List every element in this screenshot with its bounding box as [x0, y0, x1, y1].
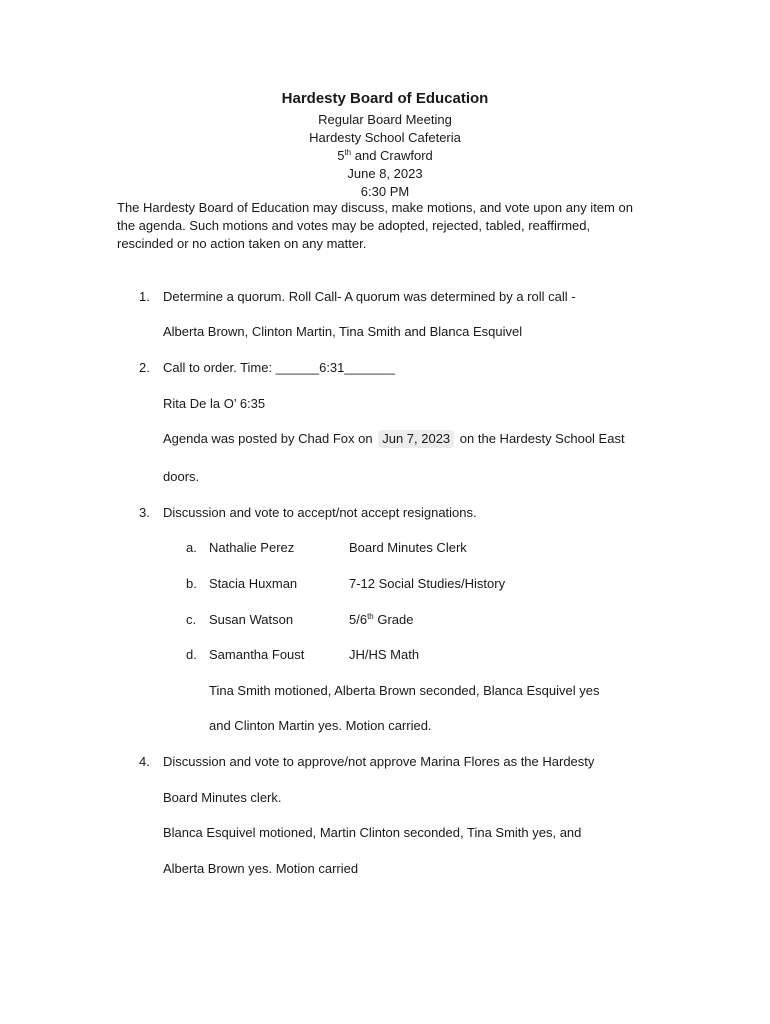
item-number: 1. [139, 289, 150, 304]
item-continuation: Alberta Brown, Clinton Martin, Tina Smith and Blanca Esquivel [163, 324, 523, 339]
document-title: Hardesty Board of Education [281, 90, 489, 107]
resignation-name: Stacia Huxman [209, 576, 298, 591]
resignation-name: Nathalie Perez [209, 540, 295, 555]
resignation-position [349, 611, 414, 629]
sub-item-letter: a. [186, 540, 197, 555]
meeting-time: 6:30 PM [360, 184, 410, 199]
agenda-posting-continuation: doors. [163, 469, 200, 484]
motion-text: Blanca Esquivel motioned, Martin Clinton seconded, Tina Smith yes, and [163, 825, 582, 840]
motion-text-continuation: Alberta Brown yes. Motion carried [163, 861, 359, 876]
late-arrival: Rita De la O’ 6:35 [163, 396, 266, 411]
meeting-type: Regular Board Meeting [318, 112, 452, 127]
sub-item-letter: b. [186, 576, 197, 591]
document-header [0, 89, 770, 201]
resignation-position: JH/HS Math [349, 647, 420, 662]
meeting-address [0, 147, 770, 165]
intro-paragraph: The Hardesty Board of Education may discuss, make motions, and vote upon any item on the agenda. Such motions and votes may be adopted, rejected, tabled, reaffirmed, rescinded or no action taken on any matter. [117, 200, 633, 251]
agenda-date-chip: Jun 7, 2023 [378, 430, 454, 448]
position-superscript: th [367, 612, 374, 621]
resignation-position: Board Minutes Clerk [349, 540, 467, 555]
item-number: 2. [139, 360, 150, 375]
motion-text: Tina Smith motioned, Alberta Brown seconded, Blanca Esquivel yes [209, 683, 600, 698]
item-continuation: Board Minutes clerk. [163, 790, 282, 805]
address-number: 5 [337, 148, 345, 163]
sub-item-letter: c. [186, 612, 197, 627]
item-text: Determine a quorum. Roll Call- A quorum was determined by a roll call - [163, 289, 576, 304]
item-number: 3. [139, 505, 150, 520]
resignation-name: Samantha Foust [209, 647, 305, 662]
agenda-posting-location: on the Hardesty School East [459, 431, 625, 446]
agenda-posting [163, 430, 625, 448]
meeting-location: Hardesty School Cafeteria [309, 130, 461, 145]
item-text: Discussion and vote to approve/not approve Marina Flores as the Hardesty [163, 754, 595, 769]
position-grade: 5/6 [349, 612, 368, 627]
resignation-name: Susan Watson [209, 612, 294, 627]
sub-item-letter: d. [186, 647, 197, 662]
motion-text-continuation: and Clinton Martin yes. Motion carried. [209, 718, 432, 733]
item-text: Call to order. Time: ______6:31_______ [163, 360, 396, 375]
address-street: and Crawford [351, 148, 433, 163]
item-number: 4. [139, 754, 150, 769]
meeting-date: June 8, 2023 [347, 166, 423, 181]
address-superscript: th [344, 148, 352, 157]
agenda-posting-text: Agenda was posted by Chad Fox on [163, 431, 373, 446]
resignation-position: 7-12 Social Studies/History [349, 576, 506, 591]
position-suffix: Grade [373, 612, 414, 627]
item-text: Discussion and vote to accept/not accept resignations. [163, 505, 477, 520]
